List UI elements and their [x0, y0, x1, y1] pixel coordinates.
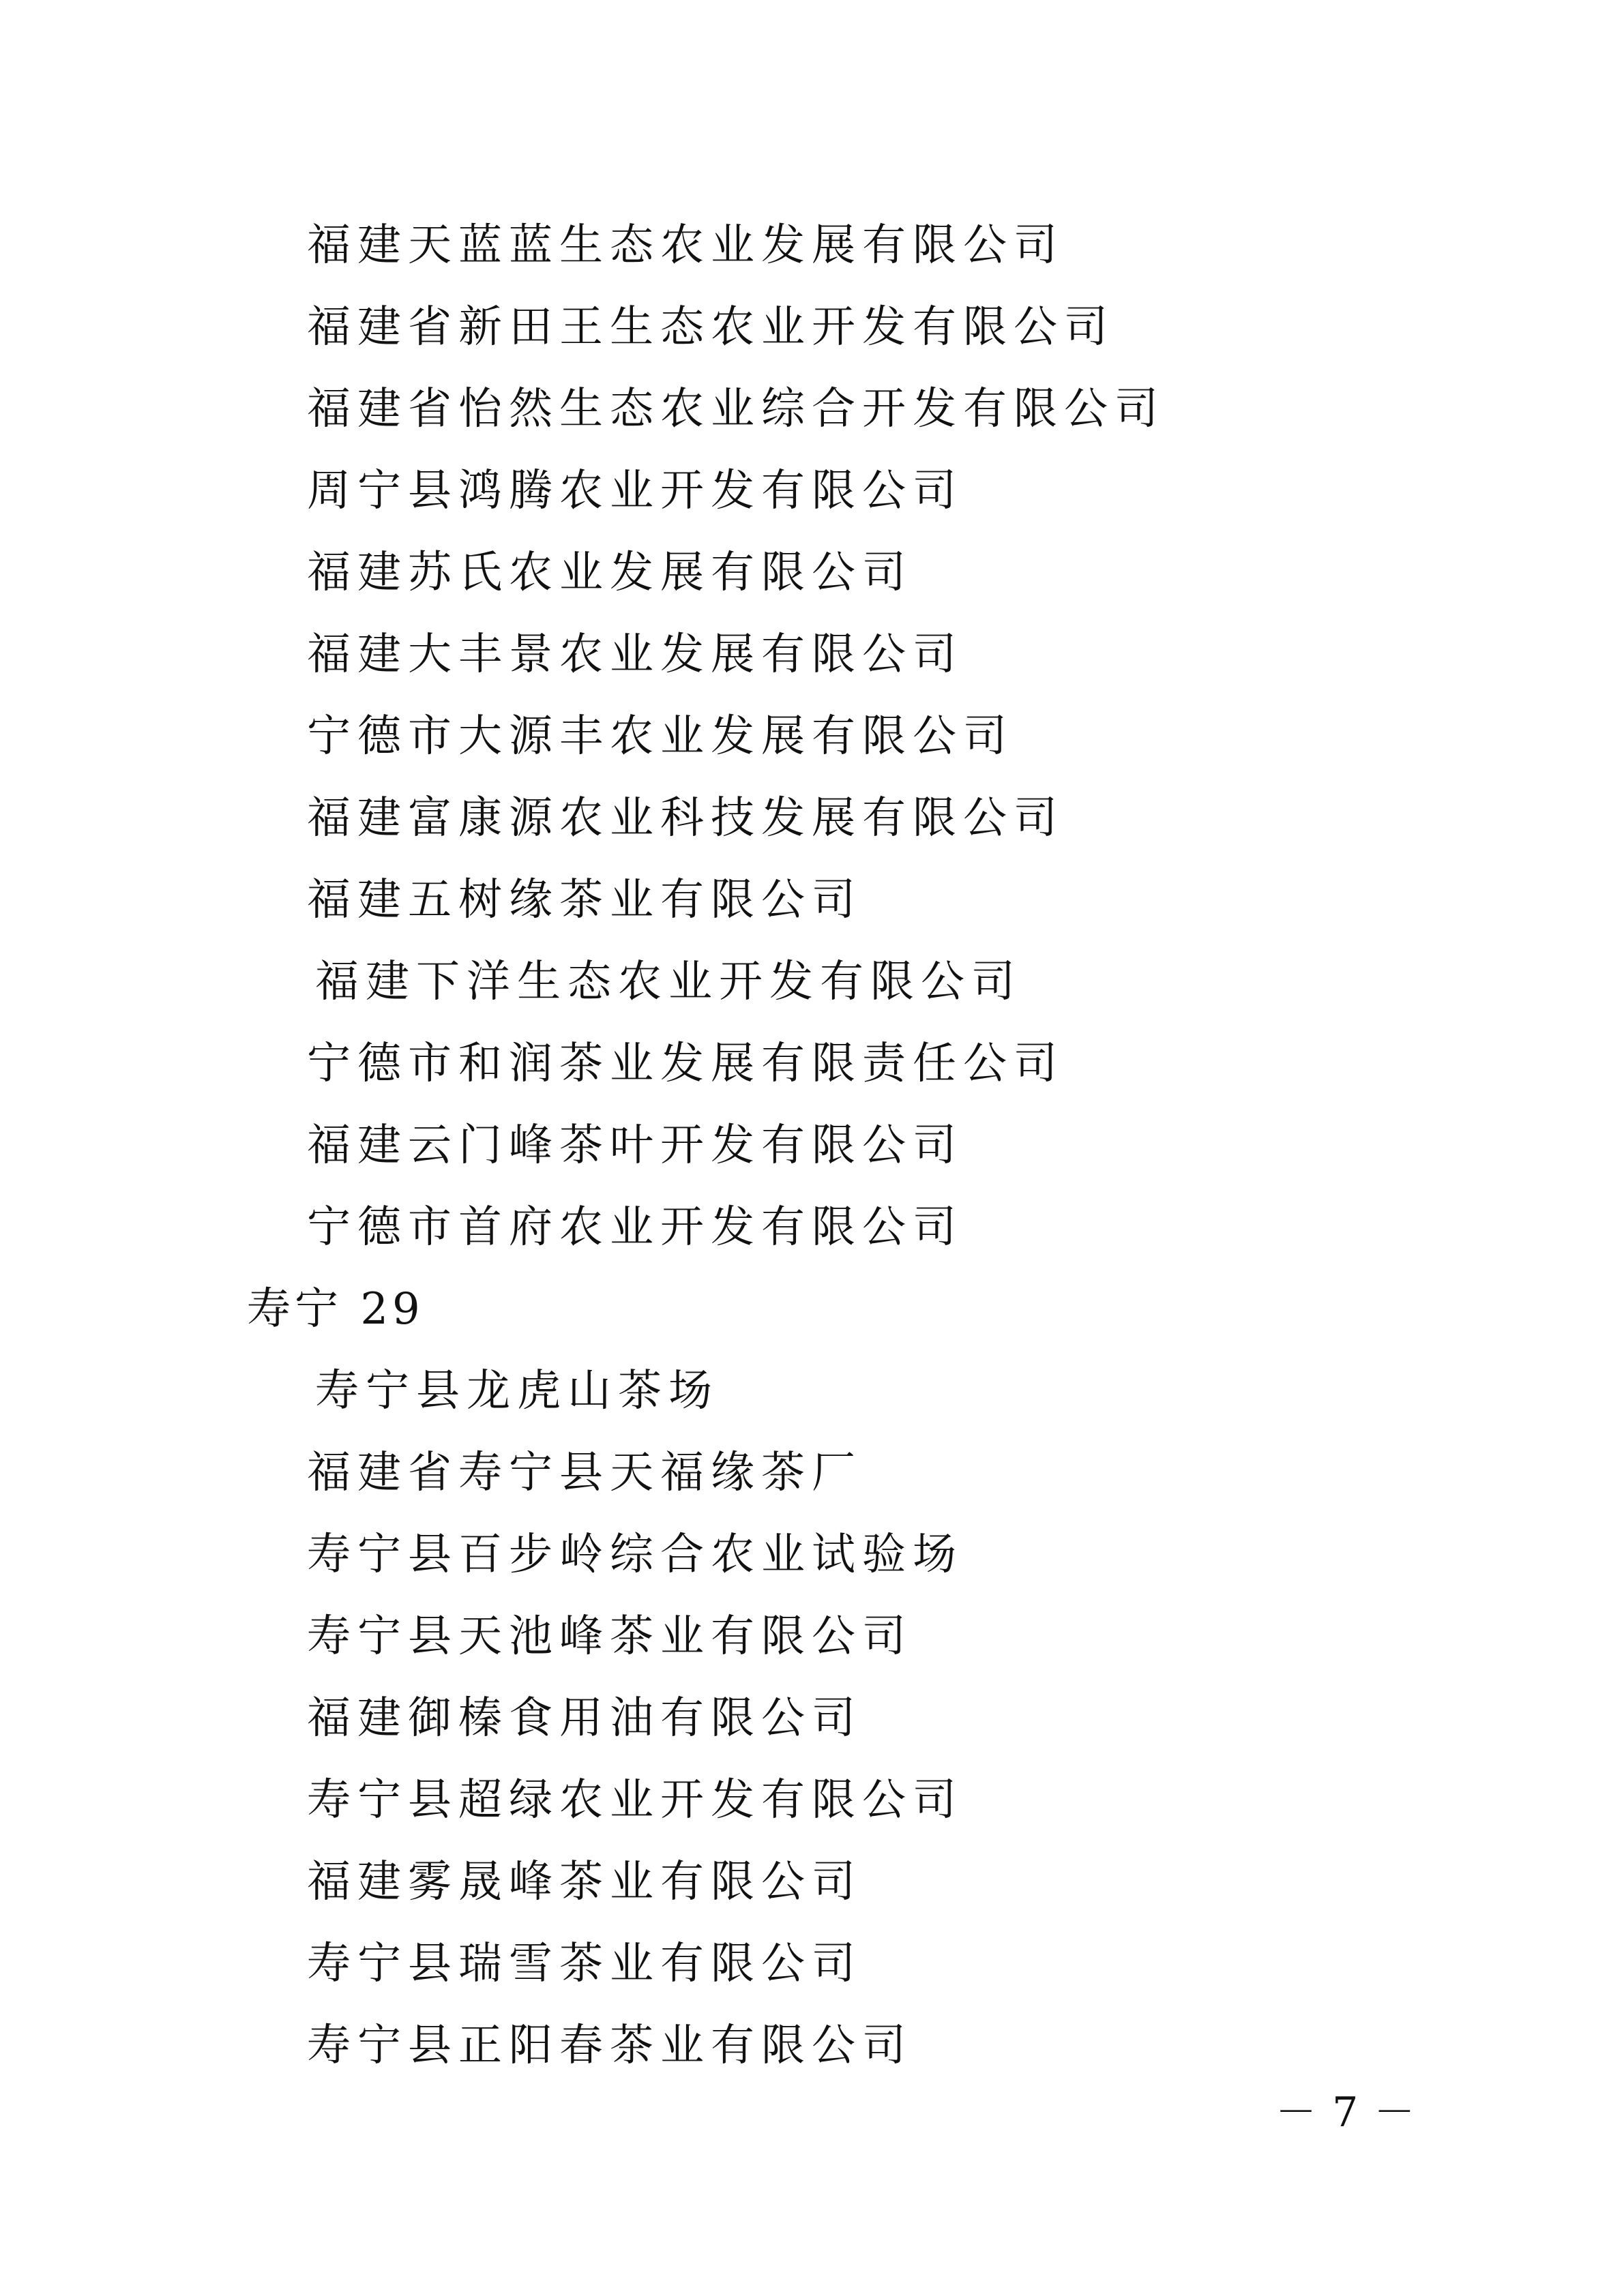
list-item: 宁德市和润茶业发展有限责任公司 — [307, 1039, 1064, 1089]
list-item: 宁德市首府农业开发有限公司 — [307, 1202, 963, 1253]
list-item: 福建雾晟峰茶业有限公司 — [307, 1857, 862, 1907]
list-item: 宁德市大源丰农业发展有限公司 — [307, 711, 1014, 762]
list-item: 福建苏氏农业发展有限公司 — [307, 548, 913, 598]
list-item: 福建五树缘茶业有限公司 — [307, 875, 862, 925]
section-heading: 寿宁 29 — [247, 1284, 424, 1335]
page-number: － 7 － — [1275, 2089, 1417, 2136]
list-item: 寿宁县瑞雪茶业有限公司 — [307, 1939, 862, 1989]
list-item: 福建富康源农业科技发展有限公司 — [307, 793, 1064, 844]
list-item: 福建下洋生态农业开发有限公司 — [315, 957, 1022, 1007]
list-item: 福建省新田王生态农业开发有限公司 — [307, 302, 1114, 353]
list-item: 寿宁县百步岭综合农业试验场 — [307, 1530, 963, 1580]
list-item: 福建大丰景农业发展有限公司 — [307, 629, 963, 680]
list-item: 福建天蓝蓝生态农业发展有限公司 — [307, 220, 1064, 271]
list-item: 寿宁县龙虎山茶场 — [315, 1366, 719, 1416]
list-item: 福建御榛食用油有限公司 — [307, 1693, 862, 1744]
list-item: 福建云门峰茶叶开发有限公司 — [307, 1120, 963, 1171]
list-item: 周宁县鸿腾农业开发有限公司 — [307, 466, 963, 516]
list-item: 福建省寿宁县天福缘茶厂 — [307, 1448, 862, 1498]
list-item: 福建省怡然生态农业综合开发有限公司 — [307, 384, 1165, 434]
list-item: 寿宁县超绿农业开发有限公司 — [307, 1775, 963, 1825]
list-item: 寿宁县正阳春茶业有限公司 — [307, 2021, 913, 2071]
list-item: 寿宁县天池峰茶业有限公司 — [307, 1611, 913, 1662]
